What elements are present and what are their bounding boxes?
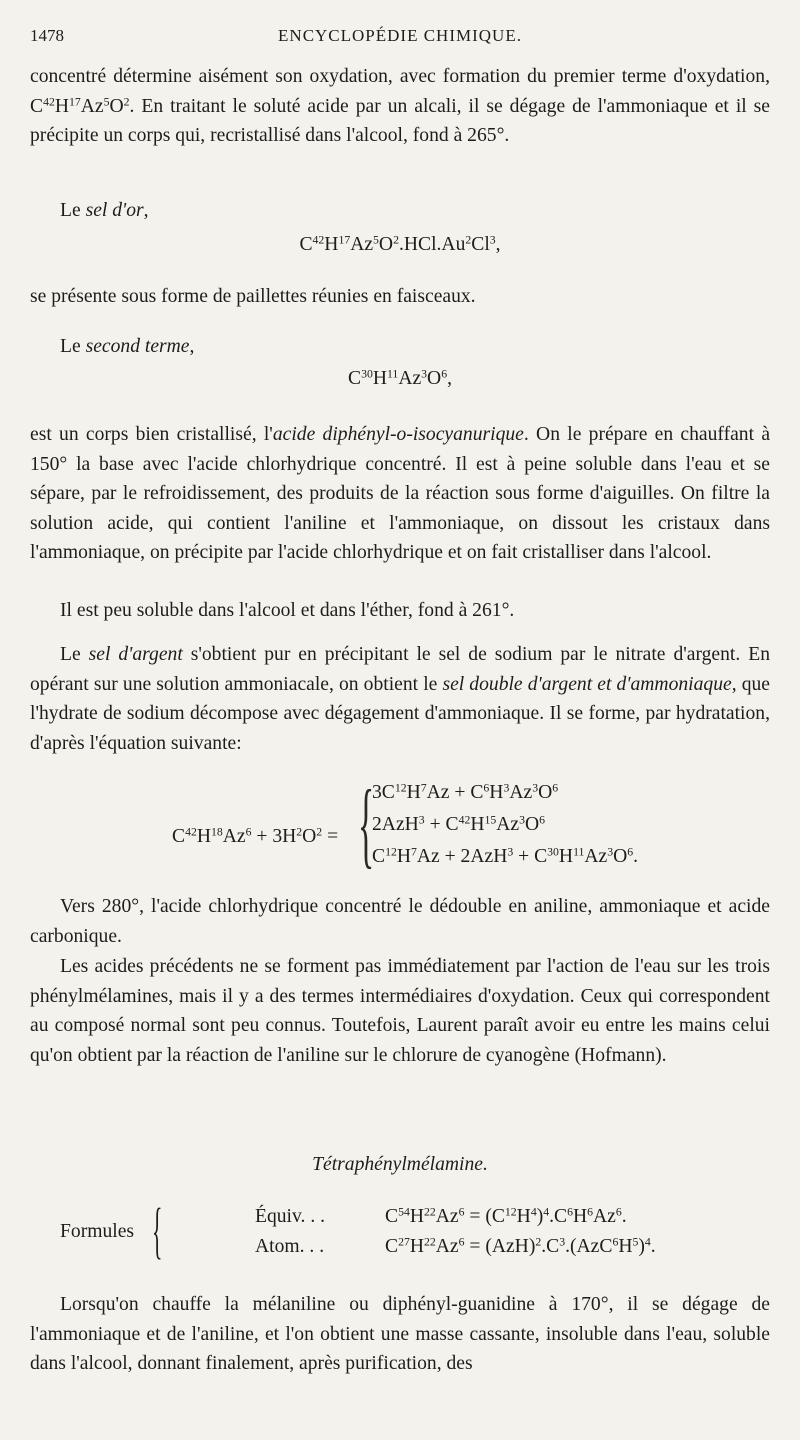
equation-brace: { [358,770,375,877]
page-number: 1478 [30,26,64,45]
paragraph-oxidation: concentré détermine aisément son oxydation, avec formation du premier terme d'oxydation, $C^{42}H^{17}Az^5O^2$. En traitant le soluté acide par un alcali, il se dégage de l'ammoniaque et il se précipite un corps qui, recristallisé dans l'alcool, fond à 265°. [30,66,770,146]
label-sel-or: Le sel d'or, [60,200,149,221]
paragraph-dedouble: Vers 280°, l'acide chlorhydrique concentré le dédouble en aniline, ammoniaque et acide carbonique. [30,896,770,947]
paragraph-intermediaires: Les acides précédents ne se forment pas immédiatement par l'action de l'eau sur les trois phénylmélamines, mais il y a des termes intermédiaires d'oxydation. Ceux qui correspondent au composé normal sont peu connus. Toutefois, Laurent paraît avoir eu entre les mains celui qu'on obtient par la réaction de l'aniline sur le chlorure de cyanogène (Hofmann). [30,956,770,1066]
equation-lhs: $C^{42}H^{18}Az^6 + 3H^2O^2$ = [172,825,339,847]
paragraph-solubility: Il est peu soluble dans l'alcool et dans l'éther, fond à 261°. [60,600,515,621]
running-title: ENCYCLOPÉDIE CHIMIQUE. [278,26,522,45]
paragraph-sel-argent: Le sel d'argent s'obtient pur en précipitant le sel de sodium par le nitrate d'argent. En opérant sur une solution ammoniacale, on obtient le sel double d'argent et d'ammoniaque, que l'hydrate de sodium décompose avec dégagement d'ammoniaque. Il se forme, par hydratation, d'après l'équation suivante: [30,644,770,754]
equation-line-3: $C^{12}H^7Az + 2AzH^3 + C^{30}H^{11}Az^3O^6$. [372,845,639,867]
formulas-block [60,1197,760,1266]
section-title: Tétraphénylmélamine. [312,1154,488,1175]
formula-second-terme: $C^{30}H^{11}Az^3O^6$, [348,367,452,389]
paragraph-melaniline: Lorsqu'on chauffe la mélaniline ou diphényl-guanidine à 170°, il se dégage de l'ammoniaque et de l'aniline, et l'on obtient une masse cassante, insoluble dans l'eau, soluble dans l'alcool, donnant finalement, après purification, des [30,1294,770,1374]
hydration-equation [0,770,800,877]
label-second-terme: Le second terme, [60,336,195,357]
equation-line-1: $3C^{12}H^7Az + C^6H^3Az^3O^6$ [372,781,559,803]
paragraph-sel-or: se présente sous forme de paillettes réunies en faisceaux. [30,286,476,307]
formula-equiv: Équiv. . . $C^{54}H^{22}Az^6 = (C^{12}H^4)^4.C^6H^6Az^6$. [255,1205,627,1227]
paragraph-acide-diphenyl: est un corps bien cristallisé, l'acide diphényl-o-isocyanurique. On le prépare en chauffant à 150° la base avec l'acide chlorhydrique concentré. Il est à peine soluble dans l'eau et se sépare, par le refroidissement, des produits de la réaction sous forme d'aiguilles. On filtre la solution acide, qui contient l'aniline et l'ammoniaque, on dissout les cristaux dans l'ammoniaque, on précipite par l'acide chlorhydrique et on fait cristalliser dans l'alcool. [30,424,771,563]
formula-sel-or: $C^{42}H^{17}Az^5O^2.HCl.Au^2Cl^3$, [299,233,501,255]
formulas-label: Formules [60,1221,135,1242]
page-header [30,26,770,56]
equation-line-2: $2AzH^3 + C^{42}H^{15}Az^3O^6$ [372,813,546,835]
formula-atom: Atom. . . $C^{27}H^{22}Az^6 = (AzH)^2.C^3.(AzC^6H^5)^4$. [255,1235,656,1257]
formulas-brace: { [152,1197,163,1265]
